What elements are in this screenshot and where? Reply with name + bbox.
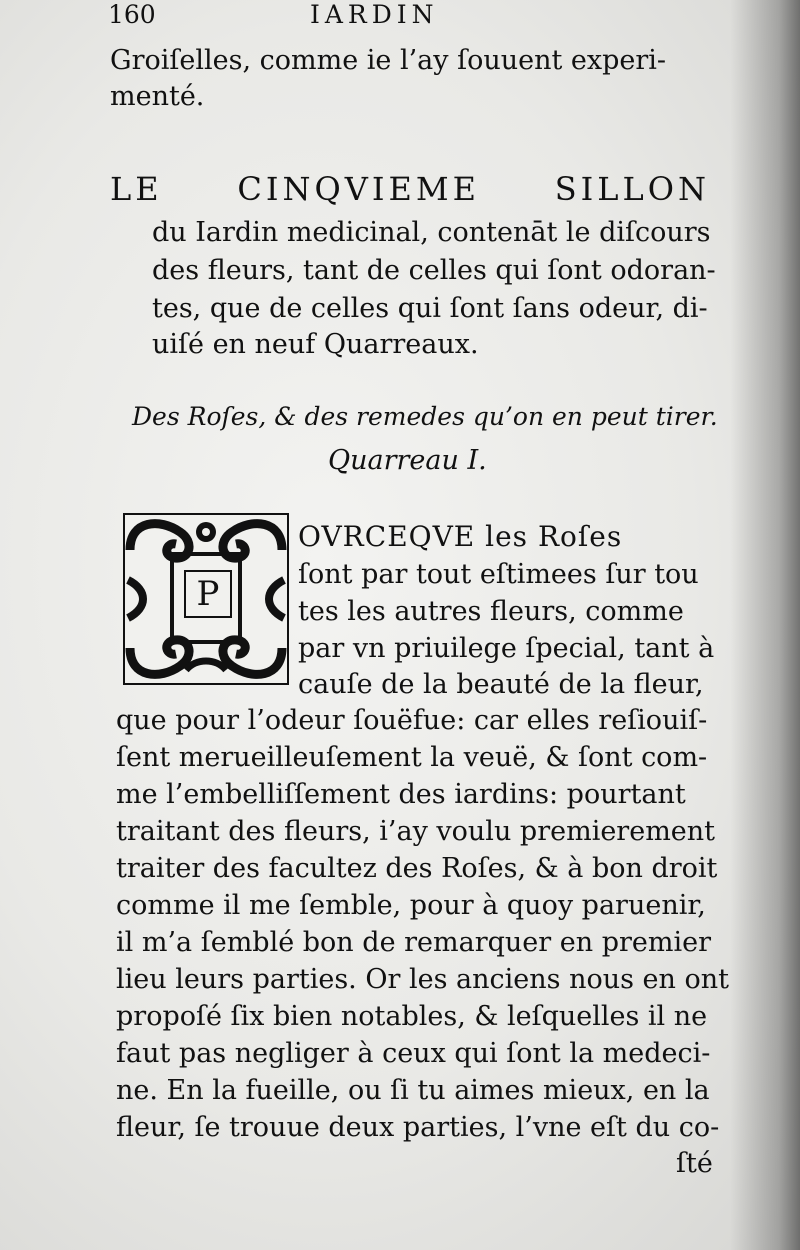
body-line: que pour l’odeur ſouëfue: car elles reſiouiſ-	[116, 705, 708, 736]
body-line: ſont par tout eſtimees ſur tou	[298, 559, 699, 590]
body-line: traitant des fleurs, i’ay voulu premierement	[116, 816, 716, 847]
heading-word: CINQVIEME	[237, 170, 480, 208]
body-line: lieu leurs parties. Or les anciens nous en ont	[116, 964, 729, 995]
heading-word: LE	[110, 170, 163, 208]
body-line: me l’embelliſſement des iardins: pourtant	[116, 779, 686, 810]
section-heading	[110, 170, 710, 208]
body-line: ſent merueilleuſement la veuë, & ſont com-	[116, 742, 708, 773]
spine-shadow	[730, 0, 800, 1250]
body-line: traiter des facultez des Roſes, & à bon droit	[116, 853, 718, 884]
intro-line: uiſé en neuf Quarreaux.	[152, 329, 479, 360]
body-line: comme il me ſemble, pour à quoy paruenir,	[116, 890, 706, 921]
page-number: 160	[108, 0, 156, 29]
body-line: propoſé ſix bien notables, & leſquelles il ne	[116, 1001, 708, 1032]
text-line: Groiſelles, comme ie l’ay ſouuent experi-	[110, 45, 667, 76]
body-line: par vn priuilege ſpecial, tant à	[298, 633, 715, 664]
body-line: cauſe de la beauté de la fleur,	[298, 669, 704, 700]
intro-line: du Iardin medicinal, contenāt le diſcours	[152, 217, 711, 248]
intro-line: des fleurs, tant de celles qui ſont odoran-	[152, 255, 716, 286]
quarreau-label: Quarreau I.	[328, 445, 487, 476]
chapter-subtitle: Des Roſes, & des remedes qu’on en peut tirer.	[132, 402, 718, 431]
body-line: il m’a ſemblé bon de remarquer en premier	[116, 927, 712, 958]
body-line: faut pas negliger à ceux qui ſont la medeci-	[116, 1038, 711, 1069]
body-line: ne. En la fueille, ou ſi tu aimes mieux, en la	[116, 1075, 710, 1106]
drop-cap-letter: P	[184, 570, 232, 618]
body-line: fleur, ſe trouue deux parties, l’vne eſt du co-	[116, 1112, 720, 1143]
body-line: OVRCEQVE les Roſes	[298, 520, 623, 553]
running-title: IARDIN	[310, 0, 439, 29]
body-line: tes les autres fleurs, comme	[298, 596, 684, 627]
catchword: ſté	[676, 1148, 713, 1179]
text-line: menté.	[110, 81, 205, 112]
intro-line: tes, que de celles qui ſont ſans odeur, di-	[152, 293, 708, 324]
heading-word: SILLON	[554, 170, 710, 208]
